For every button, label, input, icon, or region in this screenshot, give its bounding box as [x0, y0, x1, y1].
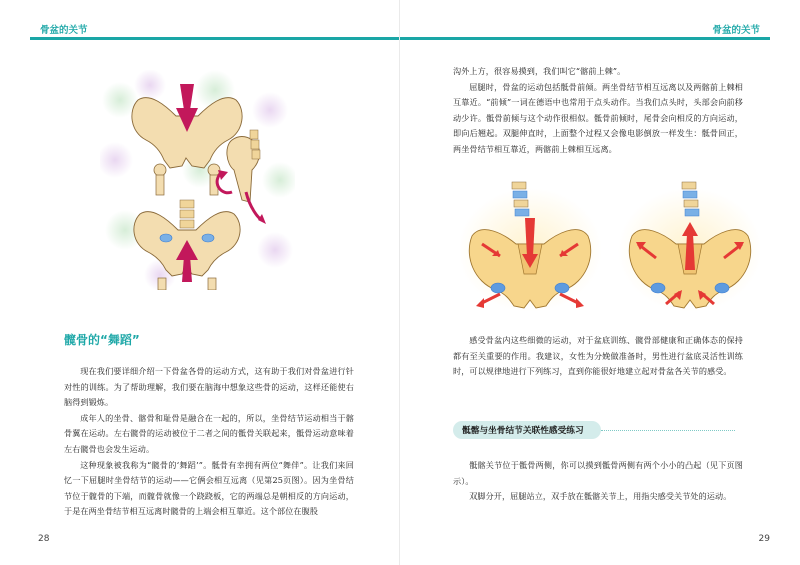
left-paragraph-3: 这种现象被我称为“髋骨的‘舞蹈’”。骶骨有幸拥有两位“舞伴”。让我们来回忆一下屈腿时坐骨结节的运动——它俩会相互远离（见第25页图）。因为坐骨结节位于髋骨的下端，而髋骨就像一个跷跷板，它的两端总是朝相反的方向运动，于是在两坐骨结节相互远离时髋骨的上端会相互靠近。这个部位在腹股: [64, 459, 354, 517]
sacrum-movement-illustration: [460, 178, 760, 316]
left-body-text: [64, 364, 354, 520]
exercise-tag-dotted-line: [601, 430, 735, 431]
pelvis-side-view: [217, 130, 266, 224]
section-title: 髋骨的“舞蹈”: [64, 333, 140, 347]
pelvis-flexion-diagram: [460, 182, 602, 312]
right-page: [400, 0, 800, 565]
left-paragraph-1: 现在我们要详细介绍一下骨盆各骨的运动方式，这有助于我们对骨盆进行针对性的训练。为了帮助理解，我们要在脑海中想象这些骨的运动，这样还能使右脑得到锻炼。: [64, 366, 354, 408]
exercise-tag: [453, 421, 601, 439]
right-paragraph-3: 感受骨盆内这些细微的运动，对于盆底训练、髋骨部健康和正确体态的保持都有至关重要的作用。我建议，女性为分娩做准备时，男性进行盆底灵活性训练时，可以规律地进行下列练习，直到你能很好地建立起对骨盆各关节的感受。: [453, 335, 743, 377]
left-header-rule: [30, 37, 400, 40]
pelvis-movement-illustration: [100, 70, 295, 290]
right-running-header: 骨盆的关节: [712, 25, 760, 36]
right-paragraph-1: 沟外上方，很容易摸到，我们叫它“髂前上棘”。: [453, 66, 626, 76]
right-body-text-top: [453, 64, 743, 158]
left-paragraph-2: 成年人的坐骨、髂骨和耻骨是融合在一起的，所以，坐骨结节运动相当于髂骨翼在运动。左右髋骨的运动被位于二者之间的骶骨关联起来，骶骨运动意味着左右髋骨也会发生运动。: [64, 412, 354, 454]
right-paragraph-2: 屈腿时，骨盆的运动包括骶骨前倾。两坐骨结节相互远离以及两髂前上棘相互靠近。“前倾”一词在德语中也常用于点头动作。当我们点头时，头部会向前移动少许。骶骨前倾与这个动作很相似。骶骨前倾时，尾骨会向相反的方向运动，即向后翘起。双腿伸直时，上面整个过程又会像电影倒放一样发生：骶骨回正，两坐骨结节相互靠近，两髂前上棘相互远离。: [453, 81, 743, 154]
right-body-text-bottom: [453, 458, 743, 505]
right-page-number: 29: [758, 534, 770, 544]
left-running-header: 骨盆的关节: [40, 25, 88, 36]
exercise-tag-label: 骶髂与坐骨结节关联性感受练习: [462, 426, 584, 436]
right-paragraph-4: 骶髂关节位于骶骨两侧，你可以摸到骶骨两侧有两个小小的凸起（见下页图示）。: [453, 460, 743, 486]
right-body-text-mid: [453, 333, 743, 380]
right-header-rule: [400, 37, 770, 40]
pelvis-extension-diagram: [618, 182, 760, 312]
right-paragraph-5: 双脚分开，屈腿站立，双手放在骶髂关节上，用指尖感受关节处的运动。: [469, 491, 732, 502]
left-page-number: 28: [38, 534, 50, 544]
